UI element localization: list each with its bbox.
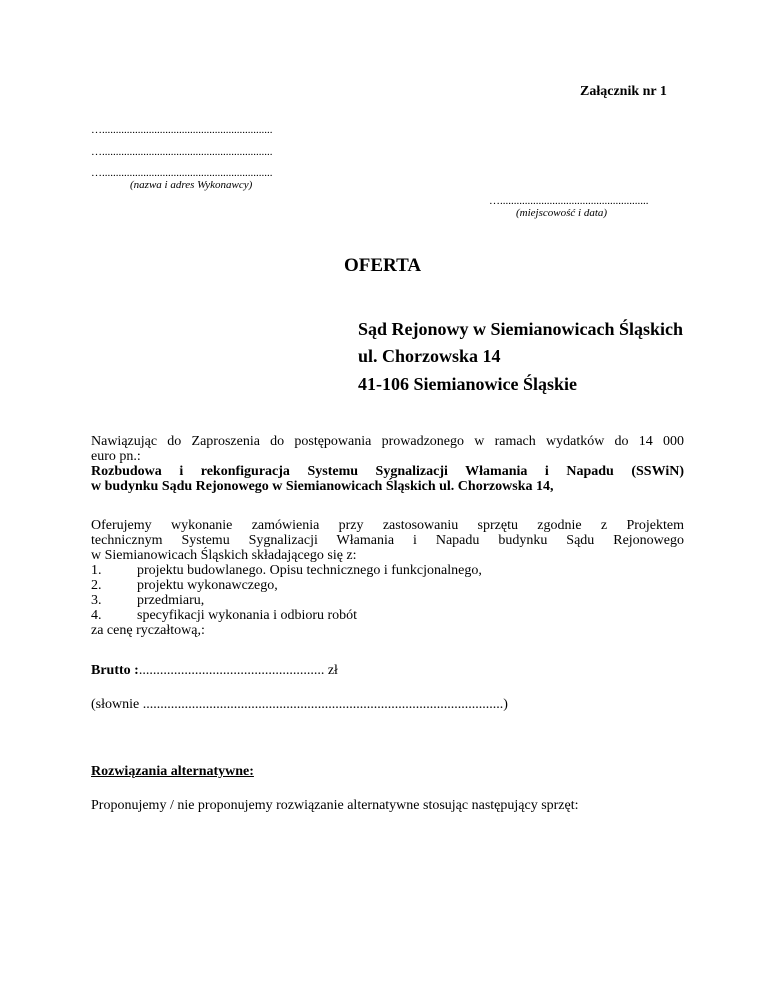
list-item-text: specyfikacji wykonania i odbioru robót <box>137 608 358 623</box>
subject-line-1: Rozbudowa i rekonfiguracja Systemu Sygnalizacji Włamania i Napadu (SSWiN) <box>91 464 684 479</box>
price-currency: zł <box>327 663 338 678</box>
list-item-text: projektu budowlanego. Opisu technicznego i funkcjonalnego, <box>137 563 482 578</box>
intro-line-2: euro pn.: <box>91 449 141 464</box>
price-words-field[interactable]: (słownie .......................................................................................................) <box>91 697 508 712</box>
list-item-number: 2. <box>91 578 102 593</box>
recipient-street: ul. Chorzowska 14 <box>358 346 501 366</box>
contractor-line-2[interactable]: ….............................................................. <box>91 146 273 158</box>
subject-line-2: w budynku Sądu Rejonowego w Siemianowicach Śląskich ul. Chorzowska 14, <box>91 479 554 494</box>
price-row <box>91 663 338 678</box>
price-label: Brutto : <box>91 663 139 678</box>
list-item-number: 4. <box>91 608 102 623</box>
recipient-city: 41-106 Siemianowice Śląskie <box>358 374 577 394</box>
list-item-text: przedmiaru, <box>137 593 205 608</box>
list-item <box>91 593 204 608</box>
list-item-text: projektu wykonawczego, <box>137 578 278 593</box>
alternatives-heading: Rozwiązania alternatywne: <box>91 764 254 779</box>
intro-line-1: Nawiązując do Zaproszenia do postępowania prowadzonego w ramach wydatków do 14 000 <box>91 434 684 449</box>
list-item <box>91 608 357 623</box>
recipient-name: Sąd Rejonowy w Siemianowicach Śląskich <box>358 319 684 339</box>
list-item-number: 3. <box>91 593 102 608</box>
contractor-line-1[interactable]: ….............................................................. <box>91 124 273 136</box>
contractor-line-3[interactable]: ….............................................................. <box>91 167 273 179</box>
alternatives-text: Proponujemy / nie proponujemy rozwiązanie alternatywne stosując następujący sprzęt: <box>91 798 579 813</box>
place-date-line[interactable]: …...................................................... <box>489 195 649 207</box>
list-item <box>91 578 278 593</box>
contractor-caption: (nazwa i adres Wykonawcy) <box>130 179 253 191</box>
offer-line-3: w Siemianowicach Śląskich składającego się z: <box>91 548 357 563</box>
offer-closing: za cenę ryczałtową,: <box>91 623 205 638</box>
place-date-caption: (miejscowość i data) <box>516 207 608 219</box>
list-item-number: 1. <box>91 563 102 578</box>
offer-line-2: technicznym Systemu Sygnalizacji Włamania i Napadu budynku Sądu Rejonowego <box>91 533 684 548</box>
document-title: OFERTA <box>344 255 422 276</box>
offer-line-1: Oferujemy wykonanie zamówienia przy zastosowaniu sprzętu zgodnie z Projektem <box>91 518 684 533</box>
annex-label: Załącznik nr 1 <box>580 84 667 99</box>
price-field[interactable]: ..................................................... <box>138 663 325 678</box>
list-item <box>91 563 482 578</box>
